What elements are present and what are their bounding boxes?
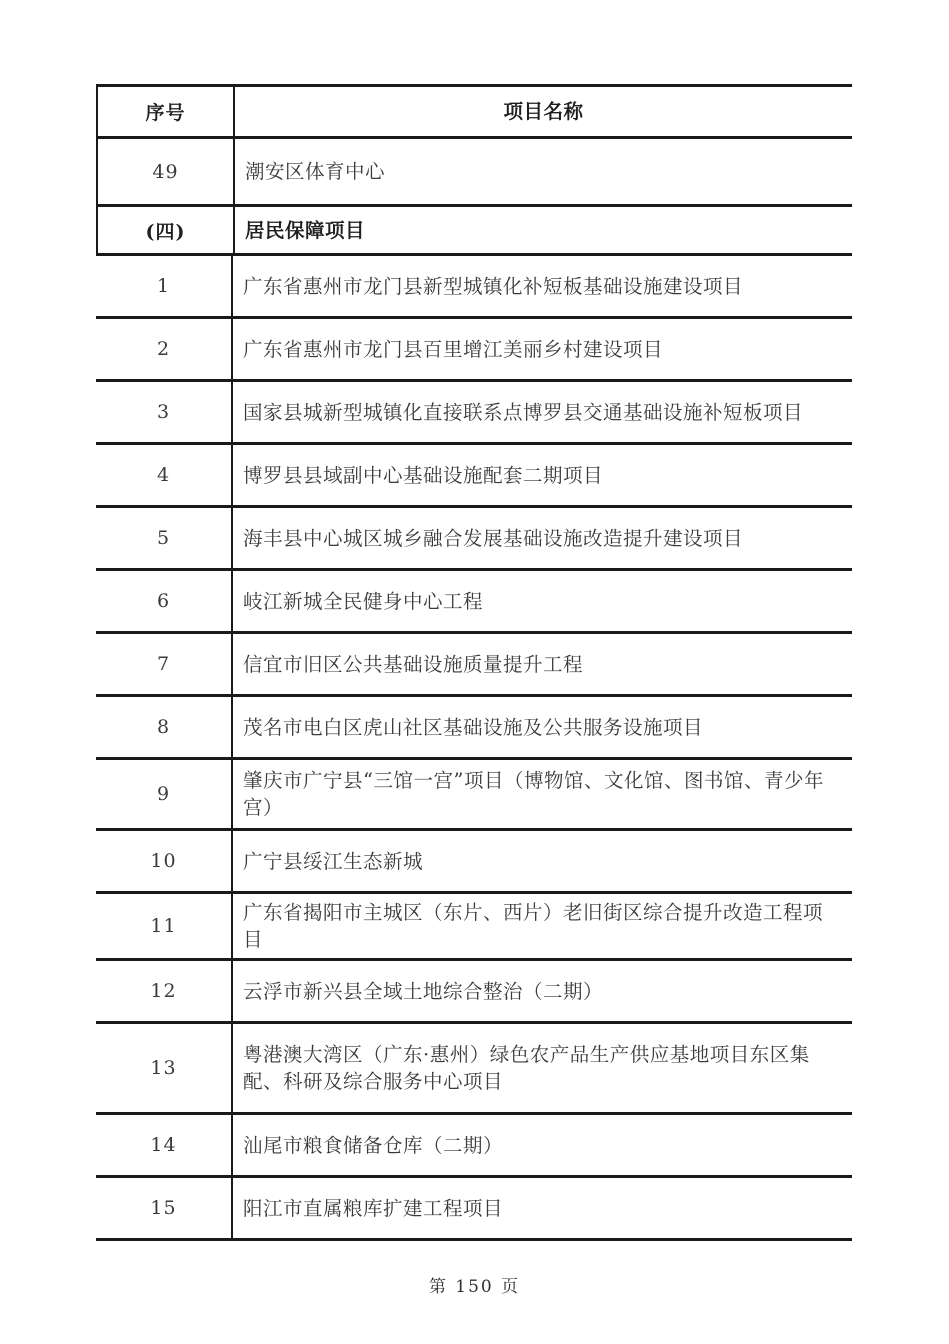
section-header-row [96, 207, 852, 256]
row-serial-cell: 13 [96, 1024, 233, 1112]
row-serial-cell: 7 [96, 634, 233, 694]
page-number: 第 150 页 [428, 1277, 521, 1297]
header-cell-project-name: 项目名称 [503, 100, 584, 123]
table-row [96, 256, 852, 319]
row-serial-cell: 10 [96, 831, 233, 891]
table-row [96, 634, 852, 697]
table-row [96, 139, 852, 207]
projects-table [96, 84, 852, 1241]
table-row [96, 1178, 852, 1241]
table-row [96, 1024, 852, 1115]
row-project-name-cell: 粤港澳大湾区（广东·惠州）绿色农产品生产供应基地项目东区集配、科研及综合服务中心项目 [243, 1043, 810, 1093]
row-project-name-cell: 广宁县绥江生态新城 [243, 849, 424, 873]
row-project-name-cell: 肇庆市广宁县“三馆一宫”项目（博物馆、文化馆、图书馆、青少年宫） [243, 769, 824, 819]
row-serial-cell: 15 [96, 1178, 233, 1238]
table-row [96, 697, 852, 760]
row-serial-cell: 49 [98, 139, 235, 204]
row-project-name-cell: 广东省揭阳市主城区（东片、西片）老旧街区综合提升改造工程项目 [243, 901, 824, 951]
row-serial-cell: 5 [96, 508, 233, 568]
row-project-name-cell: 茂名市电白区虎山社区基础设施及公共服务设施项目 [243, 715, 704, 739]
table-row [96, 1115, 852, 1178]
row-project-name-cell: 国家县城新型城镇化直接联系点博罗县交通基础设施补短板项目 [243, 400, 804, 424]
row-serial-cell: 6 [96, 571, 233, 631]
row-serial-cell: (四) [98, 207, 235, 253]
row-serial-cell: 11 [96, 894, 233, 958]
table-body [96, 139, 852, 1241]
row-serial-cell: 2 [96, 319, 233, 379]
row-serial-cell: 12 [96, 961, 233, 1021]
row-project-name-cell: 广东省惠州市龙门县新型城镇化补短板基础设施建设项目 [243, 274, 744, 298]
table-row [96, 831, 852, 894]
row-project-name-cell: 云浮市新兴县全域土地综合整治（二期） [243, 979, 604, 1003]
row-project-name-cell: 汕尾市粮食储备仓库（二期） [243, 1133, 504, 1157]
row-serial-cell: 8 [96, 697, 233, 757]
row-serial-cell: 1 [96, 256, 233, 316]
table-row [96, 961, 852, 1024]
header-cell-serial-number: 序号 [98, 87, 235, 136]
table-row [96, 445, 852, 508]
row-project-name-cell: 阳江市直属粮库扩建工程项目 [243, 1196, 504, 1220]
table-header-row [96, 87, 852, 139]
table-row [96, 760, 852, 831]
row-serial-cell: 4 [96, 445, 233, 505]
row-project-name-cell: 岐江新城全民健身中心工程 [243, 589, 484, 613]
table-row [96, 508, 852, 571]
row-project-name-cell: 信宜市旧区公共基础设施质量提升工程 [243, 652, 584, 676]
row-project-name-cell: 博罗县县域副中心基础设施配套二期项目 [243, 463, 604, 487]
row-serial-cell: 14 [96, 1115, 233, 1175]
table-row [96, 894, 852, 961]
row-project-name-cell: 广东省惠州市龙门县百里增江美丽乡村建设项目 [243, 337, 664, 361]
table-row [96, 319, 852, 382]
row-project-name-cell: 海丰县中心城区城乡融合发展基础设施改造提升建设项目 [243, 526, 744, 550]
row-serial-cell: 9 [96, 760, 233, 828]
table-row [96, 571, 852, 634]
row-project-name-cell: 居民保障项目 [245, 218, 366, 242]
page-footer [0, 1272, 949, 1297]
table-row [96, 382, 852, 445]
row-serial-cell: 3 [96, 382, 233, 442]
row-project-name-cell: 潮安区体育中心 [245, 160, 386, 183]
